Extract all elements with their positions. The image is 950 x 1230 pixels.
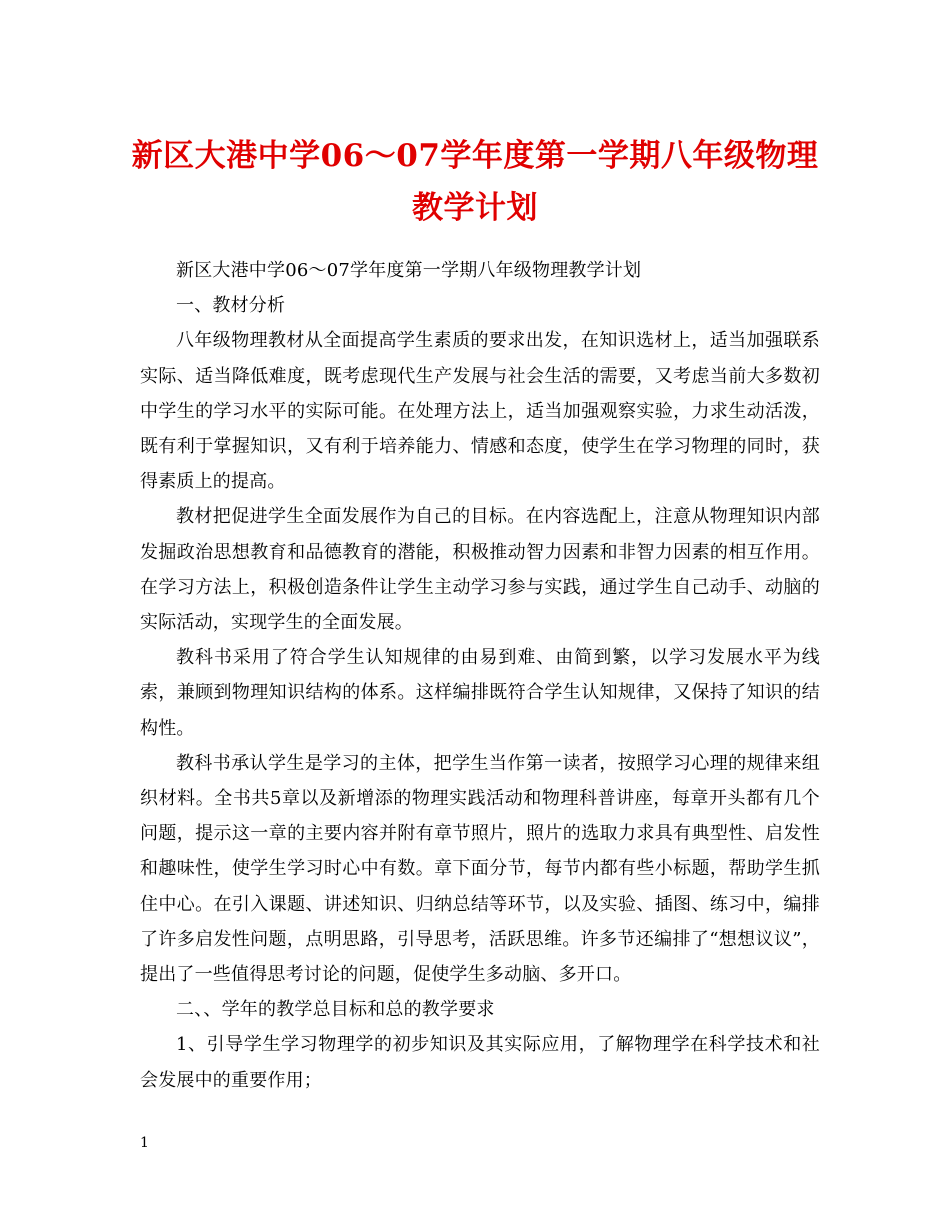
document-body xyxy=(140,253,820,1098)
body-paragraph: 教科书采用了符合学生认知规律的由易到难、由简到繁，以学习发展水平为线索，兼顾到物理知识结构的体系。这样编排既符合学生认知规律，又保持了知识的结构性。 xyxy=(140,647,820,739)
section-heading: 二、、学年的教学总目标和总的教学要求 xyxy=(176,999,495,1021)
document-title: 新区大港中学06～07学年度第一学期八年级物理教学计划 xyxy=(131,138,819,226)
page-number: 1 xyxy=(140,1135,149,1151)
body-paragraph: 1、引导学生学习物理学的初步知识及其实际应用，了解物理学在科学技术和社会发展中的重要作用； xyxy=(140,1034,820,1091)
section-heading: 一、教材分析 xyxy=(176,295,286,317)
body-paragraph: 八年级物理教材从全面提高学生素质的要求出发，在知识选材上，适当加强联系实际、适当降低难度，既考虑现代生产发展与社会生活的需要，又考虑当前大多数初中学生的学习水平的实际可能。在处理方法上，适当加强观察实验，力求生动活泼，既有利于掌握知识，又有利于培养能力、情感和态度，使学生在学习物理的同时，获得素质上的提高。 xyxy=(140,330,820,493)
body-paragraph: 教材把促进学生全面发展作为自己的目标。在内容选配上，注意从物理知识内部发掘政治思想教育和品德教育的潜能，积极推动智力因素和非智力因素的相互作用。在学习方法上，积极创造条件让学生主动学习参与实践，通过学生自己动手、动脑的实际活动，实现学生的全面发展。 xyxy=(140,506,820,634)
body-paragraph: 教科书承认学生是学习的主体，把学生当作第一读者，按照学习心理的规律来组织材料。全书共5章以及新增添的物理实践活动和物理科普讲座，每章开头都有几个问题，提示这一章的主要内容并附有章节照片，照片的选取力求具有典型性、启发性和趣味性，使学生学习时心中有数。章下面分节，每节内都有些小标题，帮助学生抓住中心。在引入课题、讲述知识、归纳总结等环节，以及实验、插图、练习中，编排了许多启发性问题，点明思路，引导思考，活跃思维。许多节还编排了“想想议议”，提出了一些值得思考讨论的问题，促使学生多动脑、多开口。 xyxy=(140,752,820,986)
body-paragraph: 新区大港中学06～07学年度第一学期八年级物理教学计划 xyxy=(176,260,642,281)
